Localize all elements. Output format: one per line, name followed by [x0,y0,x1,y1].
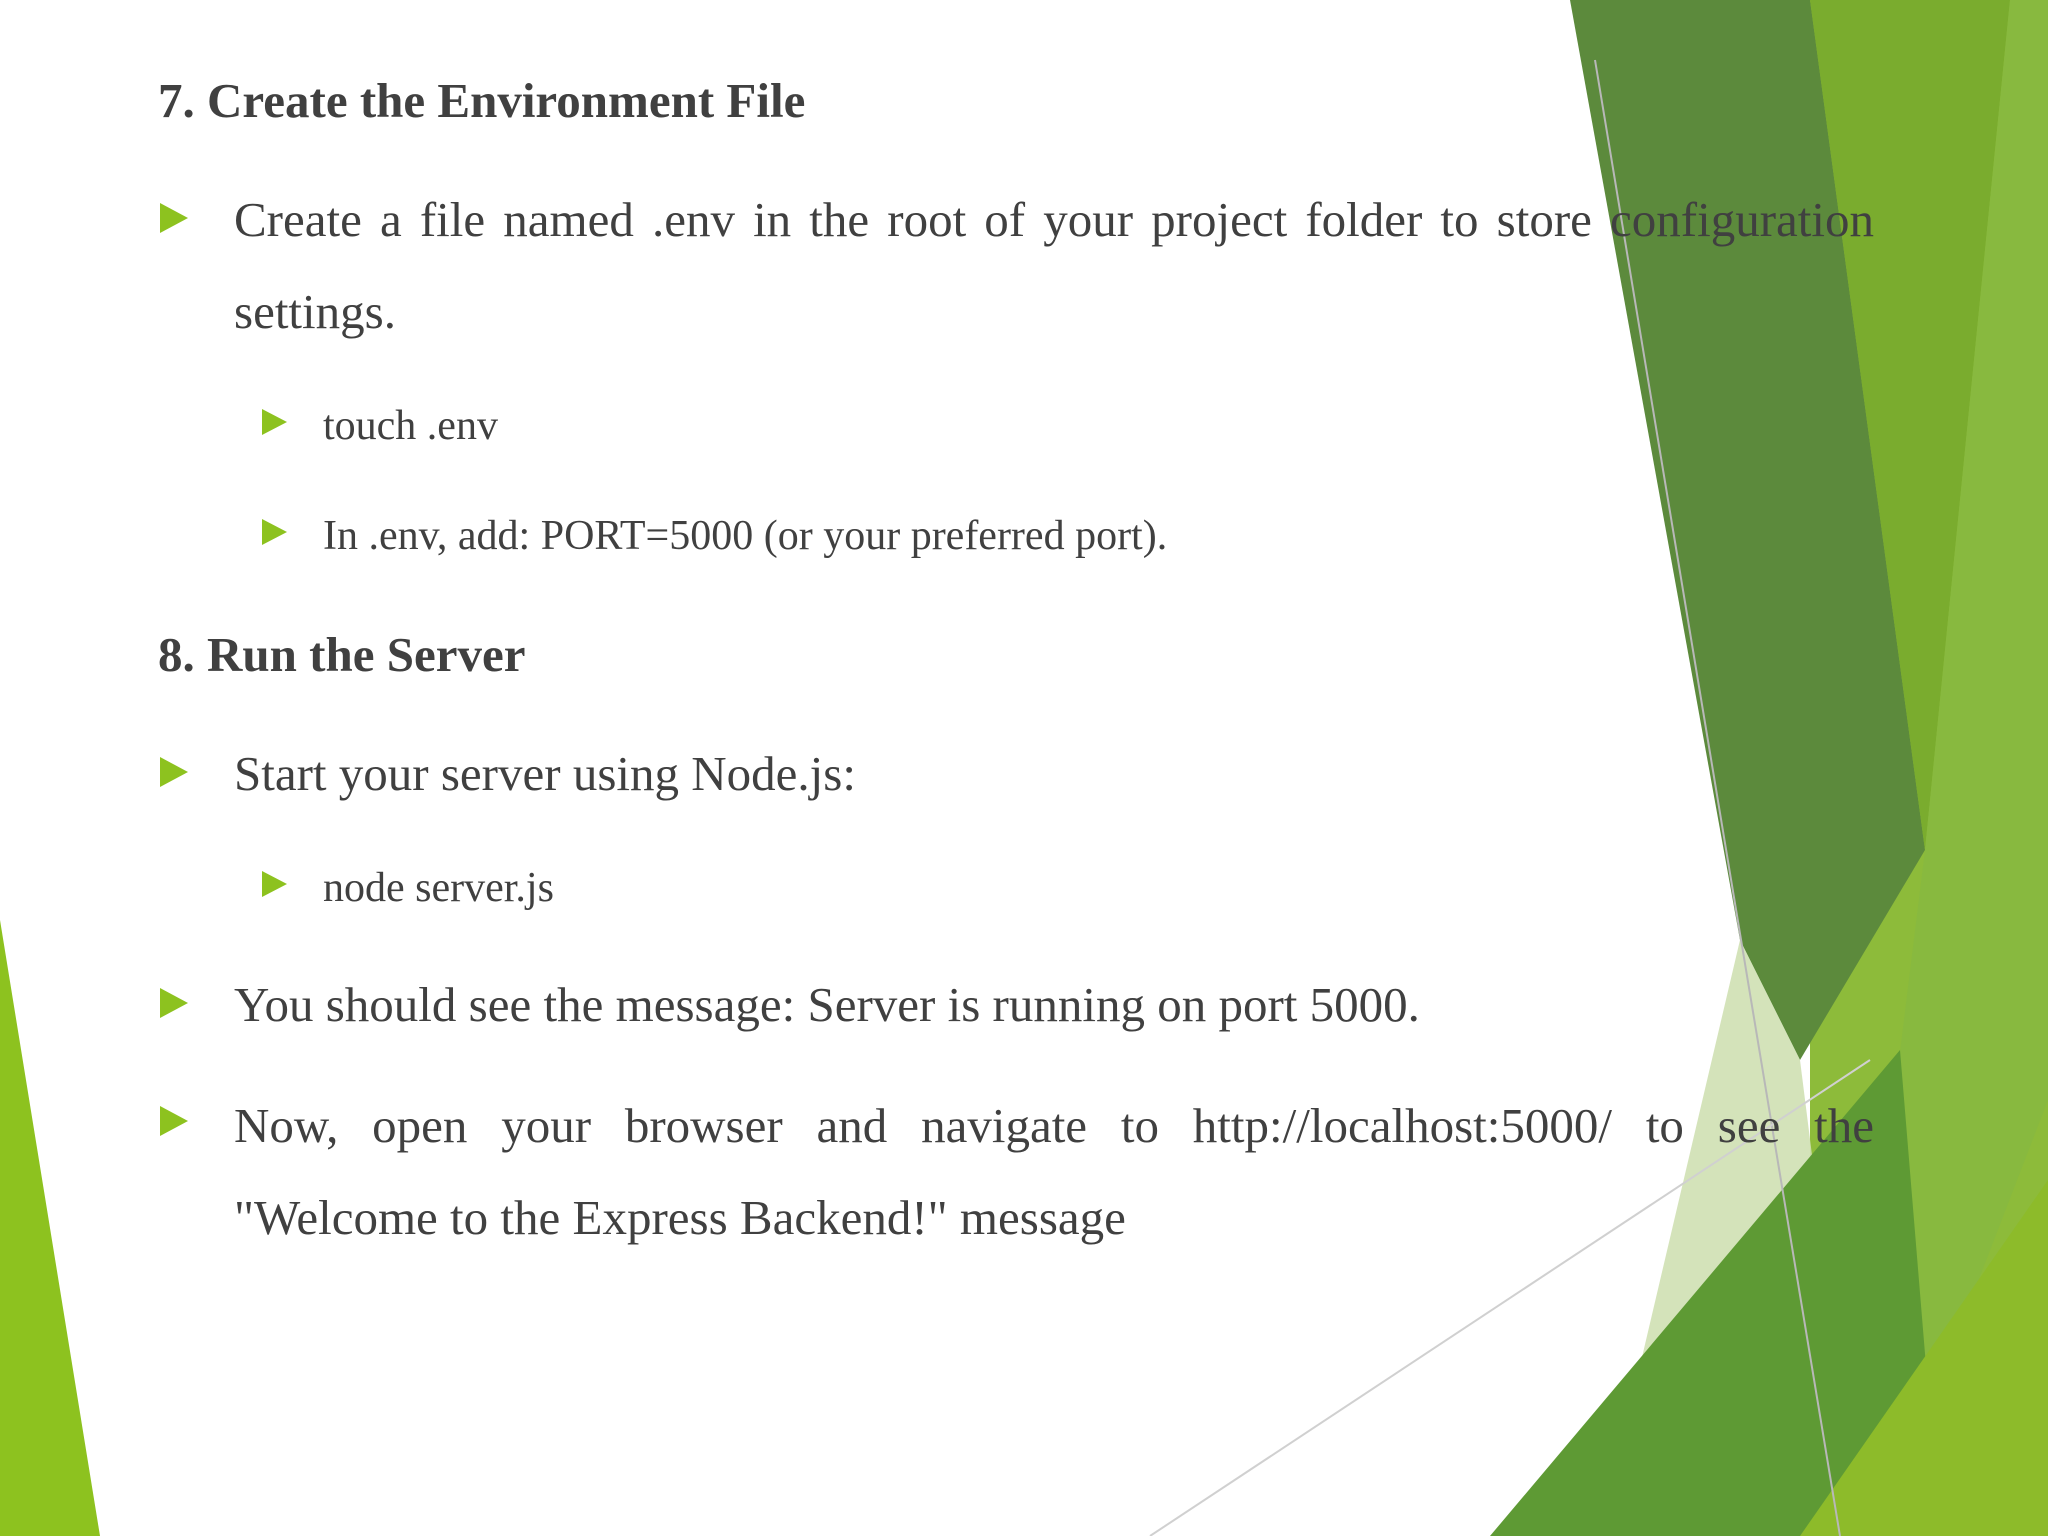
sub-bullet-touch-env: touch .env [323,403,498,449]
bullet-see-message: You should see the message: Server is running on port 5000. [234,977,1420,1032]
bullet-open-browser: Now, open your browser and navigate to http://localhost:5000/ to see the "Welcome to the Express Backend!" message [234,1098,1874,1245]
section-heading-env-file: 7. Create the Environment File [158,73,806,128]
bullet-create-env: Create a file named .env in the root of your project folder to store configuration settings. [234,192,1874,339]
bullet-marker-icon [160,203,188,233]
bullet-marker-icon [160,757,188,787]
bullet-start-server: Start your server using Node.js: [234,746,856,801]
bullet-marker-icon [262,409,287,435]
decor-shape-left [0,920,100,1536]
sub-bullet-add-port: In .env, add: PORT=5000 (or your preferred port). [323,513,1168,559]
sub-bullet-node-server: node server.js [323,865,554,911]
bullet-marker-icon [262,871,287,897]
section-heading-run-server: 8. Run the Server [158,627,526,682]
bullet-marker-icon [160,988,188,1018]
bullet-marker-icon [262,519,287,545]
bullet-marker-icon [160,1106,188,1136]
